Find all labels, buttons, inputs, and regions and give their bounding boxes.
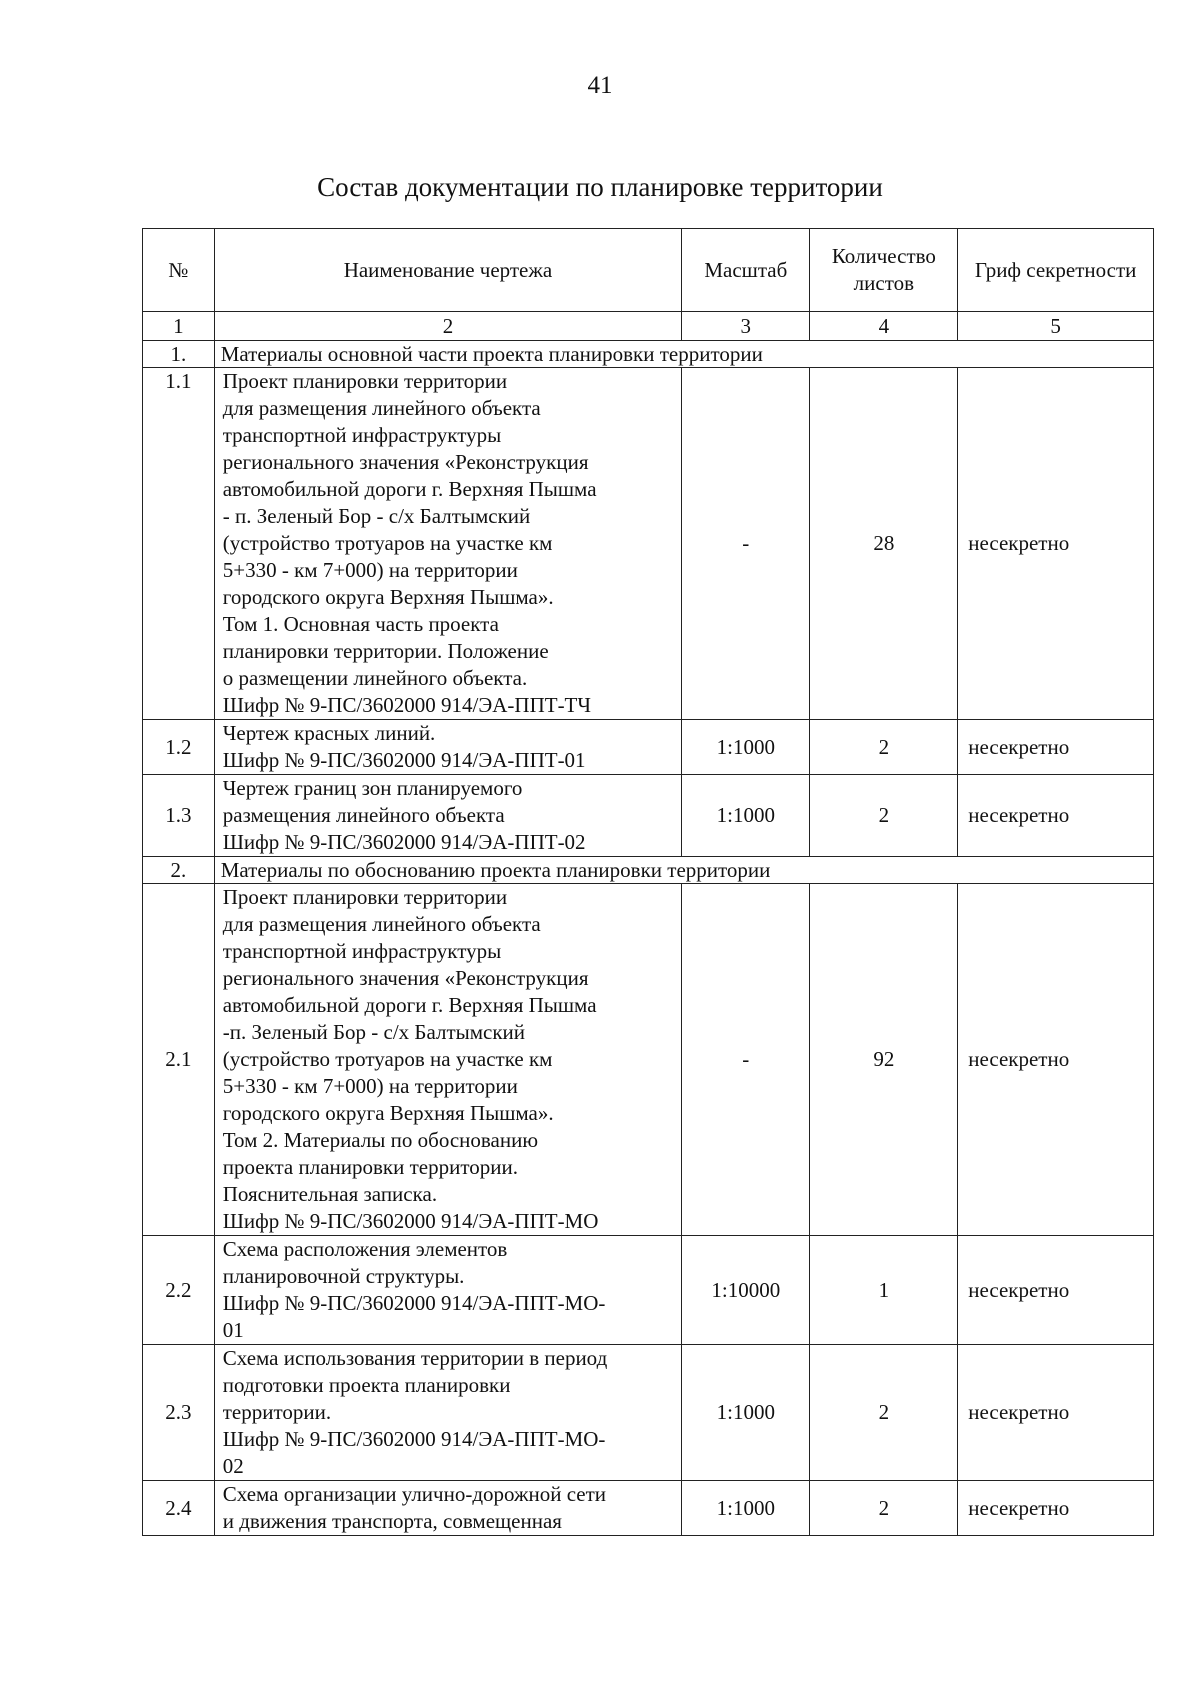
column-index: 3 <box>682 312 810 341</box>
drawing-name <box>214 1236 681 1345</box>
drawing-name-line: Чертеж границ зон планируемого <box>222 776 523 800</box>
drawing-name-line: автомобильной дороги г. Верхняя Пышма <box>222 477 597 501</box>
grif-cell: несекретно <box>958 775 1154 857</box>
table-row <box>143 368 1154 720</box>
drawing-name-line: 5+330 - км 7+000) на территории <box>222 558 518 582</box>
drawing-name-line: регионального значения «Реконструкция <box>222 450 589 474</box>
drawing-name-line: Шифр № 9-ПС/3602000 914/ЭА-ППТ-МО <box>222 1209 599 1233</box>
drawing-name-line: 01 <box>222 1318 244 1342</box>
header-grif: Гриф секретности <box>958 229 1154 312</box>
sheets-cell: 2 <box>810 1345 958 1481</box>
row-number: 1.1 <box>143 368 215 720</box>
drawing-name-line: Чертеж красных линий. <box>222 721 436 745</box>
grif-cell: несекретно <box>958 1481 1154 1536</box>
scale-cell: 1:1000 <box>682 775 810 857</box>
page-number: 41 <box>587 72 613 99</box>
drawing-name-line: -п. Зеленый Бор - с/х Балтымский <box>222 1020 526 1044</box>
header-number: № <box>143 229 215 312</box>
drawing-name <box>214 884 681 1236</box>
section-number: 1. <box>143 341 215 368</box>
scale-cell: 1:1000 <box>682 1481 810 1536</box>
drawing-name-line: Схема использования территории в период <box>222 1346 608 1370</box>
section-title: Материалы по обоснованию проекта планировки территории <box>214 857 1153 884</box>
section-row <box>143 857 1154 884</box>
sheets-cell: 92 <box>810 884 958 1236</box>
sheets-cell: 2 <box>810 775 958 857</box>
grif-cell: несекретно <box>958 368 1154 720</box>
sheets-cell: 1 <box>810 1236 958 1345</box>
header-scale: Масштаб <box>682 229 810 312</box>
grif-cell: несекретно <box>958 1236 1154 1345</box>
drawing-name-line: Шифр № 9-ПС/3602000 914/ЭА-ППТ-МО- <box>222 1427 606 1451</box>
row-number: 1.2 <box>143 720 215 775</box>
document-title: Состав документации по планировке территории <box>317 172 883 202</box>
drawing-name <box>214 1345 681 1481</box>
drawing-name-line: Том 1. Основная часть проекта <box>222 612 499 636</box>
drawing-name-line: городского округа Верхняя Пышма». <box>222 585 554 609</box>
column-index: 2 <box>214 312 681 341</box>
documentation-table <box>142 228 1154 1536</box>
drawing-name-line: (устройство тротуаров на участке км <box>222 531 553 555</box>
table-row <box>143 1345 1154 1481</box>
grif-cell: несекретно <box>958 884 1154 1236</box>
column-index: 5 <box>958 312 1154 341</box>
scale-cell: 1:1000 <box>682 1345 810 1481</box>
drawing-name-line: Том 2. Материалы по обоснованию <box>222 1128 539 1152</box>
drawing-name-line: транспортной инфраструктуры <box>222 423 502 447</box>
row-number: 2.3 <box>143 1345 215 1481</box>
drawing-name-line: для размещения линейного объекта <box>222 912 541 936</box>
drawing-name-line: - п. Зеленый Бор - с/х Балтымский <box>222 504 531 528</box>
drawing-name-line: (устройство тротуаров на участке км <box>222 1047 553 1071</box>
section-row <box>143 341 1154 368</box>
drawing-name <box>214 720 681 775</box>
drawing-name-line: проекта планировки территории. <box>222 1155 518 1179</box>
drawing-name-line: Шифр № 9-ПС/3602000 914/ЭА-ППТ-МО- <box>222 1291 606 1315</box>
column-index: 1 <box>143 312 215 341</box>
drawing-name-line: Проект планировки территории <box>222 885 508 909</box>
row-number: 2.2 <box>143 1236 215 1345</box>
table-row <box>143 720 1154 775</box>
drawing-name-line: подготовки проекта планировки <box>222 1373 511 1397</box>
sheets-cell: 2 <box>810 720 958 775</box>
drawing-name-line: Шифр № 9-ПС/3602000 914/ЭА-ППТ-ТЧ <box>222 693 592 717</box>
header-sheets: Количество листов <box>810 229 958 312</box>
drawing-name-line: транспортной инфраструктуры <box>222 939 502 963</box>
header-name: Наименование чертежа <box>214 229 681 312</box>
column-index-row <box>143 312 1154 341</box>
drawing-name-line: Шифр № 9-ПС/3602000 914/ЭА-ППТ-01 <box>222 748 586 772</box>
drawing-name-line: Шифр № 9-ПС/3602000 914/ЭА-ППТ-02 <box>222 830 586 854</box>
drawing-name-line: Пояснительная записка. <box>222 1182 438 1206</box>
row-number: 1.3 <box>143 775 215 857</box>
drawing-name-line: планировки территории. Положение <box>222 639 549 663</box>
table-row <box>143 1236 1154 1345</box>
grif-cell: несекретно <box>958 1345 1154 1481</box>
drawing-name-line: и движения транспорта, совмещенная <box>222 1509 562 1533</box>
drawing-name-line: о размещении линейного объекта. <box>222 666 528 690</box>
scale-cell: 1:10000 <box>682 1236 810 1345</box>
row-number: 2.4 <box>143 1481 215 1536</box>
drawing-name-line: автомобильной дороги г. Верхняя Пышма <box>222 993 597 1017</box>
section-title: Материалы основной части проекта планировки территории <box>214 341 1153 368</box>
drawing-name <box>214 1481 681 1536</box>
scale-cell: - <box>682 368 810 720</box>
table-body <box>143 312 1154 1536</box>
drawing-name <box>214 775 681 857</box>
table-row <box>143 775 1154 857</box>
drawing-name-line: 02 <box>222 1454 244 1478</box>
drawing-name-line: планировочной структуры. <box>222 1264 465 1288</box>
table-row <box>143 884 1154 1236</box>
drawing-name-line: размещения линейного объекта <box>222 803 505 827</box>
scale-cell: 1:1000 <box>682 720 810 775</box>
sheets-cell: 28 <box>810 368 958 720</box>
drawing-name-line: Схема расположения элементов <box>222 1237 508 1261</box>
column-index: 4 <box>810 312 958 341</box>
drawing-name-line: регионального значения «Реконструкция <box>222 966 589 990</box>
sheets-cell: 2 <box>810 1481 958 1536</box>
table-row <box>143 1481 1154 1536</box>
drawing-name-line: территории. <box>222 1400 332 1424</box>
drawing-name-line: для размещения линейного объекта <box>222 396 541 420</box>
grif-cell: несекретно <box>958 720 1154 775</box>
drawing-name-line: городского округа Верхняя Пышма». <box>222 1101 554 1125</box>
scale-cell: - <box>682 884 810 1236</box>
table-header-row <box>143 229 1154 312</box>
section-number: 2. <box>143 857 215 884</box>
drawing-name <box>214 368 681 720</box>
drawing-name-line: Схема организации улично-дорожной сети <box>222 1482 607 1506</box>
drawing-name-line: Проект планировки территории <box>222 369 508 393</box>
drawing-name-line: 5+330 - км 7+000) на территории <box>222 1074 518 1098</box>
row-number: 2.1 <box>143 884 215 1236</box>
